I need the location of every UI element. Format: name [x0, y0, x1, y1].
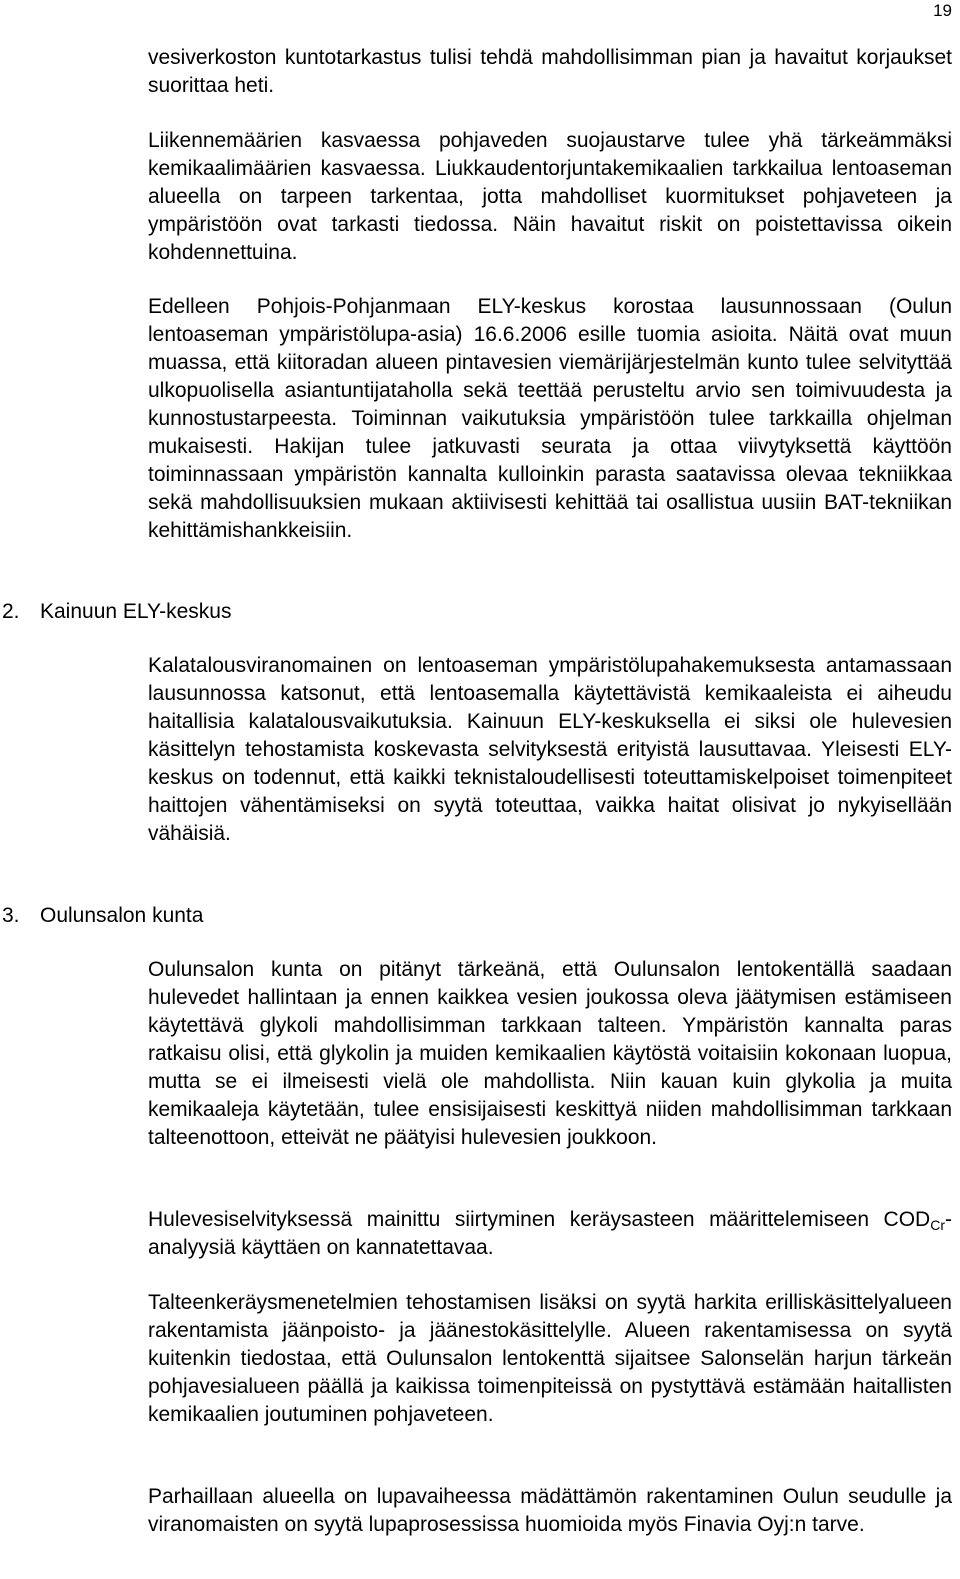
paragraph-groundwater-protection: Liikennemäärien kasvaessa pohjaveden suojaustarve tulee yhä tärkeämmäksi kemikaalimäärien kasvaessa. Liukkaudentorjuntakemikaalien tarkkailua lentoaseman alueella on tarpeen tarkentaa, jotta mahdolliset kuormitukset pohjaveteen ja ympäristöön ovat tarkasti tiedossa. Näin havaitut riskit on poistettavissa oikein kohdennettuina.: [148, 129, 952, 264]
cod-text-before: Hulevesiselvityksessä mainittu siirtyminen keräysasteen määrittelemiseen COD: [148, 1208, 931, 1231]
paragraph-digestion-plant: Parhaillaan alueella on lupavaiheessa mädättämön rakentaminen Oulun seudulle ja viranomaisten on syytä lupaprosessissa huomioida myös Finavia Oyj:n tarve.: [148, 1485, 952, 1536]
page-number: 19: [933, 1, 952, 20]
cod-subscript: Cr: [930, 1217, 945, 1233]
paragraph-water-network: vesiverkoston kuntotarkastus tulisi tehdä mahdollisimman pian ja havaitut korjaukset suorittaa heti.: [148, 46, 952, 97]
section-heading-oulunsalon-kunta: [2, 902, 203, 930]
cod-text-after: -analyysiä käyttäen on kannatettavaa.: [148, 1208, 952, 1259]
section-number: 2.: [2, 600, 20, 623]
paragraph-oulunsalon-glycol: Oulunsalon kunta on pitänyt tärkeänä, että Oulunsalon lentokentällä saadaan hulevedet hallintaan ja ennen kaikkea vesien joukossa oleva jäätymisen estämiseen käytettävä glykoli mahdollisimman tarkkaan talteen. Ympäristön kannalta paras ratkaisu olisi, että glykolin ja muiden kemikaalien käytöstä voitaisiin kokonaan luopua, mutta se ei ilmeisesti vielä ole mahdollista. Niin kauan kuin glykolia ja muita kemikaaleja käytetään, tulee ensisijaisesti keskittyä niiden mahdollisimman tarkkaan talteenottoon, etteivät ne päätyisi hulevesien joukkoon.: [148, 958, 952, 1149]
section-number: 3.: [2, 904, 20, 927]
section-title: Oulunsalon kunta: [40, 904, 204, 927]
paragraph-kainuun-ely: Kalatalousviranomainen on lentoaseman ympäristölupahakemuksesta antamassaan lausunnossa katsonut, että lentoasemalla käytettävistä kemikaaleista ei aiheudu haitallisia kalatalousvaikutuksia. Kainuun ELY-keskuksella ei siksi ole hulevesien käsittelyn tehostamista koskevasta selvityksestä erityistä lausuttavaa. Yleisesti ELY-keskus on todennut, että kaikki teknistaloudellisesti toteuttamiskelpoiset toimenpiteet haittojen vähentämiseksi on syytä toteuttaa, vaikka haitat olisivat jo nykyisellään vähäisiä.: [148, 654, 952, 845]
paragraph-cod-analysis: [148, 1206, 952, 1262]
section-heading-kainuun-ely: [2, 598, 231, 626]
paragraph-pohjois-pohjanmaa-ely: Edelleen Pohjois-Pohjanmaan ELY-keskus korostaa lausunnossaan (Oulun lentoaseman ympäristölupa-asia) 16.6.2006 esille tuomia asioita. Näitä ovat muun muassa, että kiitoradan alueen pintavesien viemärijärjestelmän kunto tulee selvityttää ulkopuolisella asiantuntijataholla sekä teettää perusteltu arvio sen toimivuudesta ja kunnostustarpeesta. Toiminnan vaikutuksia ympäristöön tulee tarkkailla ohjelman mukaisesti. Hakijan tulee jatkuvasti seurata ja ottaa viivytyksettä käyttöön toiminnassaan ympäristön kannalta kulloinkin parasta saatavissa olevaa tekniikkaa sekä mahdollisuuksien mukaan aktiivisesti kehittää tai osallistua uusiin BAT-tekniikan kehittämishankkeisiin.: [148, 295, 952, 542]
paragraph-treatment-area: Talteenkeräysmenetelmien tehostamisen lisäksi on syytä harkita erilliskäsittelyalueen rakentamista jäänpoisto- ja jäänestokäsittelylle. Alueen rakentamisessa on syytä kuitenkin tiedostaa, että Oulunsalon lentokenttä sijaitsee Salonselän harjun tärkeän pohjavesialueen päällä ja kaikissa toimenpiteissä on pystyttävä estämään haitallisten kemikaalien joutuminen pohjaveteen.: [148, 1291, 952, 1426]
section-title: Kainuun ELY-keskus: [40, 600, 232, 623]
